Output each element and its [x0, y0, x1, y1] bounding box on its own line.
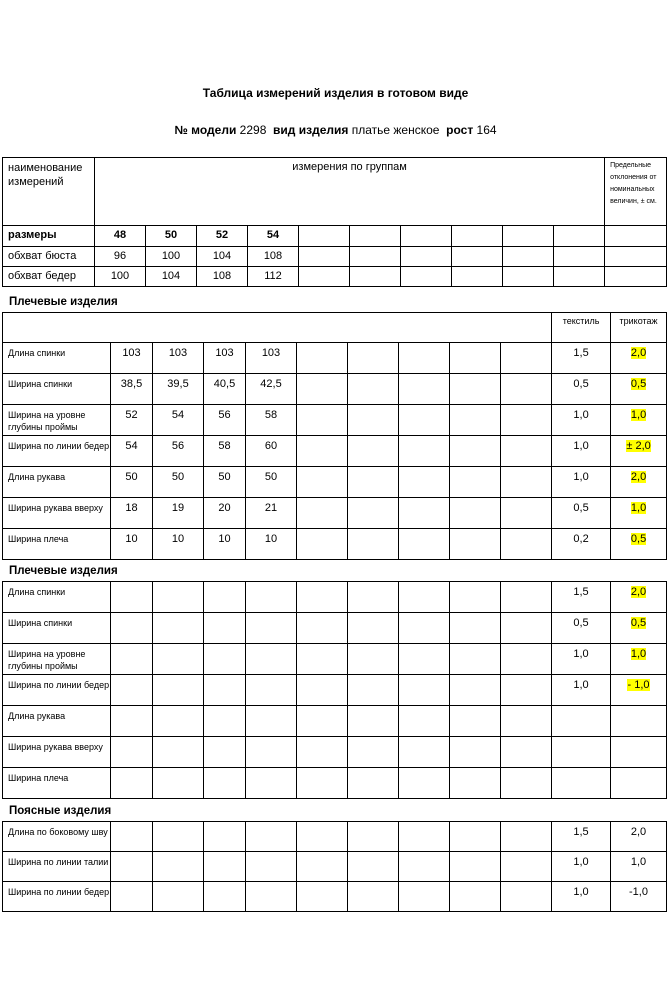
row-name: Ширина по линии бедер	[3, 436, 111, 467]
textile-cell: 1,5	[552, 343, 611, 374]
empty-cell	[246, 882, 297, 912]
value-cell: 100	[146, 247, 197, 267]
empty-cell	[348, 405, 399, 436]
row-name: Длина рукава	[3, 706, 111, 737]
empty-cell	[348, 467, 399, 498]
row-name: Длина спинки	[3, 582, 111, 613]
empty-cell	[299, 247, 350, 267]
empty-cell	[450, 436, 501, 467]
empty-cell	[348, 768, 399, 799]
empty-cell	[350, 267, 401, 287]
textile-cell: 0,5	[552, 613, 611, 644]
value-cell: 18	[111, 498, 153, 529]
deviation-header: Предельные отклонения от номинальных величин, ± см.	[605, 158, 667, 226]
empty-cell	[297, 737, 348, 768]
knit-cell: -1,0	[611, 882, 667, 912]
value-cell: 108	[248, 247, 299, 267]
empty-cell	[450, 822, 501, 852]
value-cell: 104	[146, 267, 197, 287]
empty-cell	[450, 706, 501, 737]
value-cell: 40,5	[204, 374, 246, 405]
table-row	[3, 706, 667, 737]
empty-cell	[399, 768, 450, 799]
empty-cell	[153, 882, 204, 912]
main-measurements-table	[2, 157, 667, 287]
knit-cell	[611, 768, 667, 799]
textile-cell: 1,0	[552, 467, 611, 498]
value-cell: 42,5	[246, 374, 297, 405]
row-name: Длина рукава	[3, 467, 111, 498]
empty-cell	[605, 247, 667, 267]
textile-cell: 1,0	[552, 675, 611, 706]
textile-cell: 1,0	[552, 405, 611, 436]
empty-cell	[153, 822, 204, 852]
table-row	[3, 582, 667, 613]
empty-cell	[450, 737, 501, 768]
row-name: Ширина по линии бедер	[3, 882, 111, 912]
highlighted-value: 1,0	[630, 502, 647, 514]
empty-cell	[153, 768, 204, 799]
empty-cell	[204, 768, 246, 799]
empty-cell	[450, 768, 501, 799]
row-name: обхват бюста	[3, 247, 95, 267]
value-cell: 50	[246, 467, 297, 498]
highlighted-value: 0,5	[630, 378, 647, 390]
empty-cell	[153, 582, 204, 613]
textile-cell: 0,2	[552, 529, 611, 560]
value-cell: 52	[111, 405, 153, 436]
highlighted-value: 2,0	[630, 471, 647, 483]
table-row	[3, 768, 667, 799]
empty-cell	[297, 852, 348, 882]
empty-cell	[111, 582, 153, 613]
highlighted-value: 0,5	[630, 533, 647, 545]
value-cell: 54	[153, 405, 204, 436]
value-cell: 103	[246, 343, 297, 374]
section2-heading: Плечевые изделия	[9, 565, 118, 577]
empty-cell	[297, 498, 348, 529]
empty-cell	[501, 644, 552, 675]
empty-cell	[348, 343, 399, 374]
knit-cell	[611, 374, 667, 405]
row-name: Ширина рукава вверху	[3, 498, 111, 529]
groups-header: измерения по группам	[95, 158, 605, 226]
value-cell: 58	[204, 436, 246, 467]
section1-heading: Плечевые изделия	[9, 296, 118, 308]
value-cell: 10	[153, 529, 204, 560]
value-cell: 112	[248, 267, 299, 287]
empty-cell	[501, 374, 552, 405]
empty-cell	[501, 498, 552, 529]
value-cell: 100	[95, 267, 146, 287]
value-cell: 39,5	[153, 374, 204, 405]
kind-value: платье женское	[351, 123, 440, 137]
row-name: Длина спинки	[3, 343, 111, 374]
empty-cell	[204, 822, 246, 852]
empty-cell	[246, 644, 297, 675]
empty-cell	[401, 226, 452, 247]
value-cell: 10	[204, 529, 246, 560]
textile-cell	[552, 706, 611, 737]
value-cell: 103	[153, 343, 204, 374]
knit-cell	[611, 498, 667, 529]
value-cell: 58	[246, 405, 297, 436]
empty-cell	[399, 882, 450, 912]
value-cell: 19	[153, 498, 204, 529]
section3-heading: Поясные изделия	[9, 805, 112, 817]
empty-cell	[297, 343, 348, 374]
empty-cell	[348, 529, 399, 560]
row-name: обхват бедер	[3, 267, 95, 287]
empty-cell	[297, 768, 348, 799]
empty-cell	[503, 267, 554, 287]
empty-cell	[348, 737, 399, 768]
empty-cell	[246, 613, 297, 644]
empty-cell	[401, 267, 452, 287]
empty-cell	[348, 436, 399, 467]
row-name: Длина по боковому шву	[3, 822, 111, 852]
empty-cell	[297, 436, 348, 467]
empty-cell	[350, 247, 401, 267]
table-row	[3, 498, 667, 529]
empty-cell	[399, 529, 450, 560]
empty-cell	[399, 706, 450, 737]
section3-table	[2, 821, 667, 912]
empty-cell	[399, 343, 450, 374]
empty-cell	[297, 706, 348, 737]
empty-cell	[153, 706, 204, 737]
empty-cell	[111, 737, 153, 768]
empty-cell	[111, 822, 153, 852]
empty-cell	[297, 882, 348, 912]
row-name: Ширина по линии бедер	[3, 675, 111, 706]
table-row	[3, 882, 667, 912]
empty-cell	[450, 498, 501, 529]
empty-cell	[501, 852, 552, 882]
empty-cell	[246, 582, 297, 613]
empty-cell	[246, 675, 297, 706]
table-row	[3, 436, 667, 467]
highlighted-value: ± 2,0	[626, 440, 651, 452]
empty-cell	[399, 405, 450, 436]
empty-cell	[246, 737, 297, 768]
name-header: наименование измерений	[3, 158, 95, 226]
knit-cell	[611, 737, 667, 768]
kind-label: вид изделия	[273, 123, 349, 137]
row-name: Ширина спинки	[3, 374, 111, 405]
table-row	[3, 737, 667, 768]
knit-cell: 2,0	[611, 822, 667, 852]
knit-cell	[611, 467, 667, 498]
empty-cell	[399, 613, 450, 644]
knit-cell	[611, 675, 667, 706]
empty-cell	[450, 529, 501, 560]
value-cell: 38,5	[111, 374, 153, 405]
empty-cell	[399, 374, 450, 405]
row-name: Ширина плеча	[3, 529, 111, 560]
value-cell: 56	[204, 405, 246, 436]
empty-cell	[204, 737, 246, 768]
empty-cell	[450, 405, 501, 436]
sizes-label: размеры	[3, 226, 95, 247]
value-cell: 56	[153, 436, 204, 467]
table-row	[3, 343, 667, 374]
empty-cell	[297, 405, 348, 436]
textile-cell: 1,0	[552, 882, 611, 912]
row-name: Ширина на уровне глубины проймы	[3, 644, 111, 675]
value-cell: 96	[95, 247, 146, 267]
table-row	[3, 675, 667, 706]
empty-cell	[450, 644, 501, 675]
empty-cell	[153, 737, 204, 768]
table-row	[3, 644, 667, 675]
highlighted-value: - 1,0	[627, 679, 650, 691]
empty-cell	[348, 644, 399, 675]
model-value: 2298	[239, 123, 267, 137]
knit-cell	[611, 405, 667, 436]
textile-cell: 1,0	[552, 644, 611, 675]
value-cell: 21	[246, 498, 297, 529]
empty-cell	[111, 852, 153, 882]
empty-cell	[399, 498, 450, 529]
table-row	[3, 374, 667, 405]
empty-cell	[297, 467, 348, 498]
empty-cell	[111, 613, 153, 644]
row-name: Ширина плеча	[3, 768, 111, 799]
empty-cell	[399, 822, 450, 852]
empty-cell	[501, 675, 552, 706]
empty-cell	[452, 226, 503, 247]
empty-cell	[246, 706, 297, 737]
empty-cell	[299, 226, 350, 247]
empty-cell	[111, 675, 153, 706]
empty-cell	[450, 852, 501, 882]
empty-cell	[204, 644, 246, 675]
empty-cell	[348, 706, 399, 737]
empty-cell	[554, 247, 605, 267]
textile-cell: 1,0	[552, 436, 611, 467]
value-cell: 50	[111, 467, 153, 498]
document-subtitle	[0, 123, 671, 137]
empty-cell	[246, 852, 297, 882]
empty-cell	[204, 852, 246, 882]
empty-cell	[204, 675, 246, 706]
empty-cell	[297, 675, 348, 706]
value-cell: 104	[197, 247, 248, 267]
textile-cell	[552, 737, 611, 768]
empty-cell	[204, 582, 246, 613]
empty-cell	[503, 226, 554, 247]
section1-header-blank	[3, 313, 552, 343]
empty-cell	[153, 613, 204, 644]
textile-cell: 1,5	[552, 822, 611, 852]
empty-cell	[399, 675, 450, 706]
empty-cell	[450, 675, 501, 706]
table-row	[3, 529, 667, 560]
knit-cell	[611, 343, 667, 374]
empty-cell	[111, 882, 153, 912]
empty-cell	[501, 405, 552, 436]
table-row	[3, 405, 667, 436]
empty-cell	[452, 267, 503, 287]
knit-cell	[611, 529, 667, 560]
empty-cell	[399, 737, 450, 768]
value-cell: 50	[153, 467, 204, 498]
table-row	[3, 822, 667, 852]
empty-cell	[348, 374, 399, 405]
value-cell: 60	[246, 436, 297, 467]
value-cell: 108	[197, 267, 248, 287]
empty-cell	[348, 498, 399, 529]
empty-cell	[605, 267, 667, 287]
empty-cell	[399, 644, 450, 675]
highlighted-value: 2,0	[630, 586, 647, 598]
empty-cell	[450, 467, 501, 498]
highlighted-value: 2,0	[630, 347, 647, 359]
row-name: Ширина спинки	[3, 613, 111, 644]
size-cell: 48	[95, 226, 146, 247]
section1-table	[2, 312, 667, 560]
highlighted-value: 1,0	[630, 648, 647, 660]
empty-cell	[501, 613, 552, 644]
empty-cell	[450, 882, 501, 912]
empty-cell	[450, 582, 501, 613]
knit-cell: 1,0	[611, 852, 667, 882]
knit-cell	[611, 613, 667, 644]
empty-cell	[503, 247, 554, 267]
empty-cell	[501, 822, 552, 852]
col-textile-header: текстиль	[552, 313, 611, 343]
empty-cell	[297, 644, 348, 675]
empty-cell	[297, 374, 348, 405]
table-row	[3, 467, 667, 498]
row-name: Ширина на уровне глубины проймы	[3, 405, 111, 436]
empty-cell	[297, 613, 348, 644]
knit-cell	[611, 644, 667, 675]
empty-cell	[153, 644, 204, 675]
empty-cell	[153, 852, 204, 882]
col-knit-header: трикотаж	[611, 313, 667, 343]
table-row	[3, 852, 667, 882]
empty-cell	[297, 822, 348, 852]
size-cell: 50	[146, 226, 197, 247]
textile-cell: 0,5	[552, 498, 611, 529]
size-cell: 52	[197, 226, 248, 247]
empty-cell	[450, 343, 501, 374]
empty-cell	[501, 768, 552, 799]
empty-cell	[450, 613, 501, 644]
empty-cell	[501, 582, 552, 613]
knit-cell	[611, 582, 667, 613]
empty-cell	[348, 582, 399, 613]
empty-cell	[501, 706, 552, 737]
empty-cell	[348, 675, 399, 706]
empty-cell	[554, 267, 605, 287]
empty-cell	[111, 644, 153, 675]
textile-cell: 0,5	[552, 374, 611, 405]
empty-cell	[501, 882, 552, 912]
document-title: Таблица измерений изделия в готовом виде	[202, 86, 469, 100]
empty-cell	[501, 529, 552, 560]
value-cell: 10	[111, 529, 153, 560]
empty-cell	[401, 247, 452, 267]
empty-cell	[348, 852, 399, 882]
empty-cell	[450, 374, 501, 405]
empty-cell	[246, 822, 297, 852]
empty-cell	[111, 706, 153, 737]
empty-cell	[204, 882, 246, 912]
section2-table	[2, 581, 667, 799]
size-cell: 54	[248, 226, 299, 247]
textile-cell: 1,0	[552, 852, 611, 882]
empty-cell	[348, 822, 399, 852]
model-label: № модели	[174, 123, 237, 137]
empty-cell	[348, 613, 399, 644]
value-cell: 10	[246, 529, 297, 560]
height-value: 164	[476, 123, 497, 137]
highlighted-value: 0,5	[630, 617, 647, 629]
value-cell: 103	[204, 343, 246, 374]
empty-cell	[501, 343, 552, 374]
empty-cell	[348, 882, 399, 912]
empty-cell	[501, 467, 552, 498]
textile-cell	[552, 768, 611, 799]
empty-cell	[246, 768, 297, 799]
highlighted-value: 1,0	[630, 409, 647, 421]
empty-cell	[153, 675, 204, 706]
row-name: Ширина рукава вверху	[3, 737, 111, 768]
value-cell: 20	[204, 498, 246, 529]
empty-cell	[452, 247, 503, 267]
value-cell: 103	[111, 343, 153, 374]
empty-cell	[501, 436, 552, 467]
empty-cell	[501, 737, 552, 768]
empty-cell	[554, 226, 605, 247]
textile-cell: 1,5	[552, 582, 611, 613]
knit-cell	[611, 436, 667, 467]
empty-cell	[399, 582, 450, 613]
empty-cell	[399, 852, 450, 882]
height-label: рост	[446, 123, 474, 137]
empty-cell	[299, 267, 350, 287]
empty-cell	[297, 582, 348, 613]
empty-cell	[399, 436, 450, 467]
empty-cell	[399, 467, 450, 498]
value-cell: 50	[204, 467, 246, 498]
empty-cell	[297, 529, 348, 560]
knit-cell	[611, 706, 667, 737]
empty-cell	[111, 768, 153, 799]
row-name: Ширина по линии талии	[3, 852, 111, 882]
empty-cell	[605, 226, 667, 247]
empty-cell	[204, 706, 246, 737]
value-cell: 54	[111, 436, 153, 467]
empty-cell	[204, 613, 246, 644]
table-row	[3, 613, 667, 644]
empty-cell	[350, 226, 401, 247]
